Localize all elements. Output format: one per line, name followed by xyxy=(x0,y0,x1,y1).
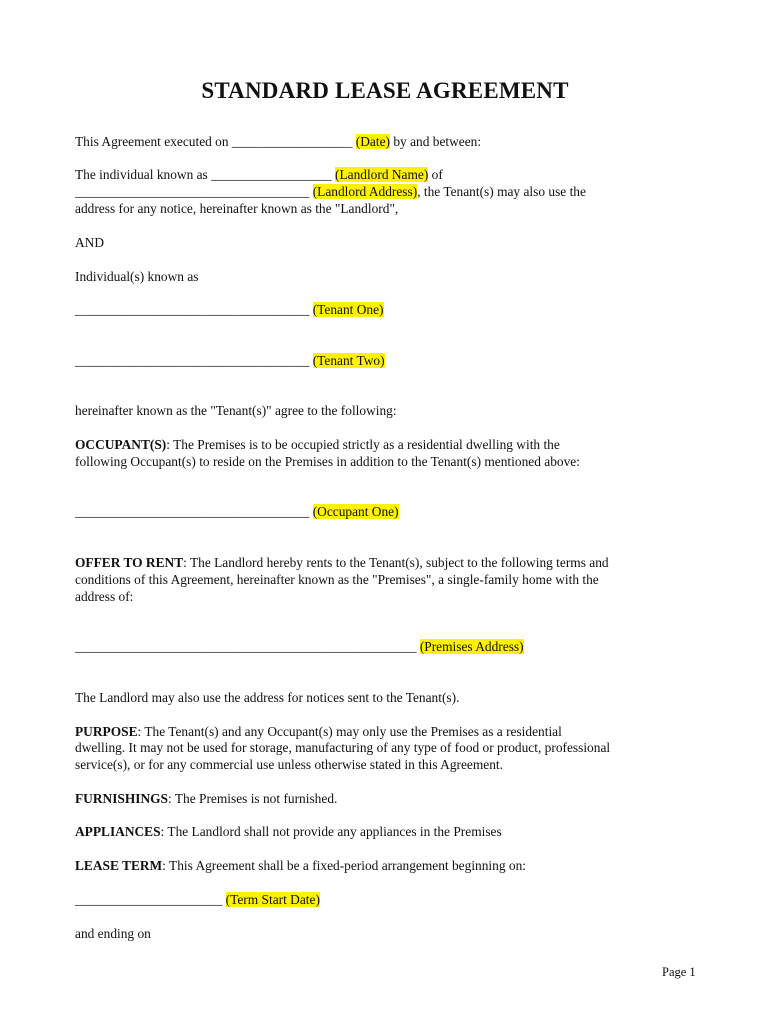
lease-term-heading: LEASE TERM xyxy=(75,858,163,873)
furnishings-heading: FURNISHINGS xyxy=(75,791,169,806)
offer-heading: OFFER TO RENT xyxy=(75,555,184,570)
premises-blank: ___________________________________________________ xyxy=(75,639,420,654)
landlord-prefix: The individual known as __________________ xyxy=(75,167,335,182)
lease-term-line xyxy=(75,857,715,874)
tenant-one-line xyxy=(75,301,715,318)
purpose-line-2: dwelling. It may not be used for storage, manufacturing of any type of food or product, professional xyxy=(75,740,611,755)
page-number: Page 1 xyxy=(662,965,696,979)
premises-line xyxy=(75,638,715,655)
executed-suffix: by and between: xyxy=(389,134,482,149)
appliances-heading: APPLIANCES xyxy=(75,824,161,839)
tenant-one-placeholder: (Tenant One) xyxy=(312,302,384,317)
individuals-known-line: Individual(s) known as xyxy=(75,269,199,284)
offer-line-3: address of: xyxy=(75,589,134,604)
purpose-line-3: service(s), or for any commercial use unless otherwise stated in this Agreement. xyxy=(75,757,503,772)
term-start-line xyxy=(75,891,715,908)
tenant-two-blank: ___________________________________ xyxy=(75,353,313,368)
landlord-name-placeholder: (Landlord Name) xyxy=(334,167,429,182)
landlord-line-2-suffix: , the Tenant(s) may also use the xyxy=(417,184,586,199)
date-placeholder: (Date) xyxy=(355,134,390,149)
landlord-line-1 xyxy=(75,166,715,183)
offer-line-2: conditions of this Agreement, hereinafter known as the "Premises", a single-family home with the xyxy=(75,572,599,587)
tenants-agree-line: hereinafter known as the "Tenant(s)" agree to the following: xyxy=(75,403,397,418)
landlord-line-3: address for any notice, hereinafter known as the "Landlord", xyxy=(75,201,399,216)
term-start-blank: ______________________ xyxy=(75,892,226,907)
and-text: AND xyxy=(75,235,105,250)
occupants-text-1: : The Premises is to be occupied strictly as a residential dwelling with the xyxy=(166,437,560,452)
executed-line xyxy=(75,133,715,150)
occupant-one-line xyxy=(75,503,715,520)
notices-line: The Landlord may also use the address for notices sent to the Tenant(s). xyxy=(75,690,460,705)
landlord-address-blank: ___________________________________ xyxy=(75,184,313,199)
occupants-line-1 xyxy=(75,436,715,453)
landlord-address-placeholder: (Landlord Address) xyxy=(312,184,418,199)
purpose-text-1: : The Tenant(s) and any Occupant(s) may only use the Premises as a residential xyxy=(137,724,562,739)
furnishings-text: : The Premises is not furnished. xyxy=(168,791,338,806)
furnishings-line xyxy=(75,790,715,807)
landlord-line-2 xyxy=(75,183,715,200)
tenant-one-blank: ___________________________________ xyxy=(75,302,313,317)
appliances-text: : The Landlord shall not provide any appliances in the Premises xyxy=(160,824,502,839)
term-start-placeholder: (Term Start Date) xyxy=(225,892,320,907)
appliances-line xyxy=(75,823,715,840)
landlord-of: of xyxy=(428,167,443,182)
premises-placeholder: (Premises Address) xyxy=(419,639,524,654)
tenant-two-placeholder: (Tenant Two) xyxy=(312,353,385,368)
ending-on-line: and ending on xyxy=(75,926,151,941)
tenant-two-line xyxy=(75,352,715,369)
purpose-line-1 xyxy=(75,723,715,740)
occupants-line-2: following Occupant(s) to reside on the Premises in addition to the Tenant(s) mentioned above: xyxy=(75,454,580,469)
lease-term-text: : This Agreement shall be a fixed-period arrangement beginning on: xyxy=(162,858,526,873)
offer-text-1: : The Landlord hereby rents to the Tenant(s), subject to the following terms and xyxy=(183,555,609,570)
purpose-heading: PURPOSE xyxy=(75,724,138,739)
occupants-heading: OCCUPANT(S) xyxy=(75,437,167,452)
page-title: STANDARD LEASE AGREEMENT xyxy=(201,78,569,103)
executed-prefix: This Agreement executed on __________________ xyxy=(75,134,356,149)
occupant-one-blank: ___________________________________ xyxy=(75,504,313,519)
occupant-one-placeholder: (Occupant One) xyxy=(312,504,399,519)
offer-line-1 xyxy=(75,554,715,571)
